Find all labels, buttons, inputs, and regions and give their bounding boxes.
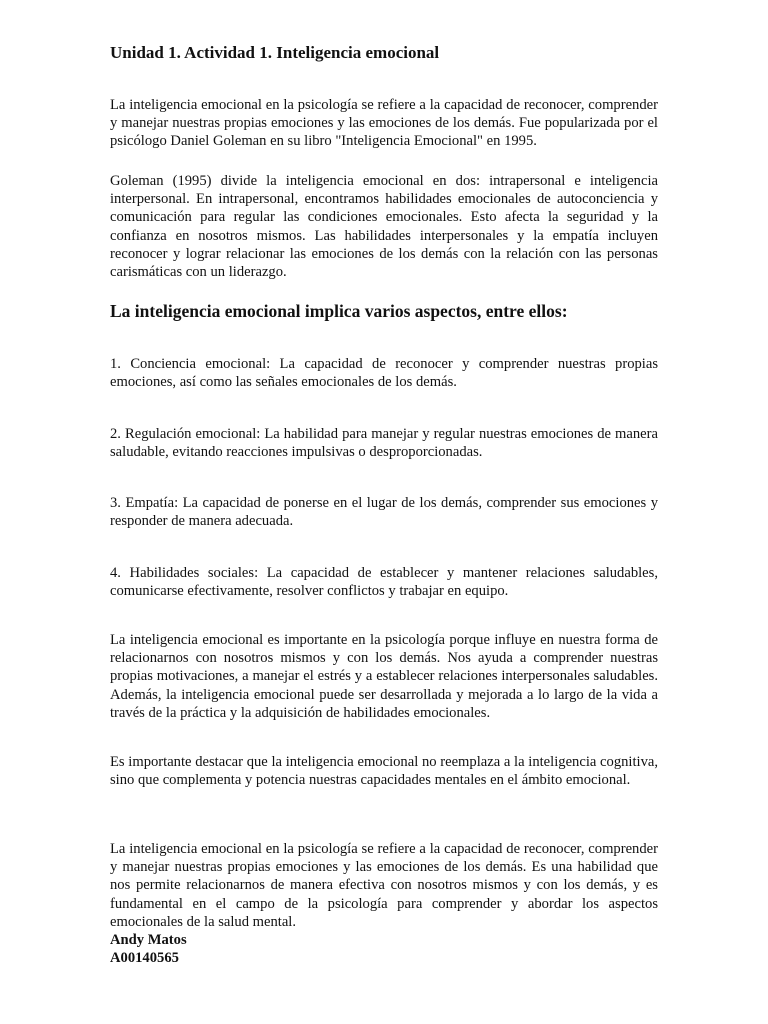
aspect-item: 1. Conciencia emocional: La capacidad de reconocer y comprender nuestras propias emociones, así como las señales emocionales de los demás. [110, 356, 658, 391]
section-heading: La inteligencia emocional implica varios aspectos, entre ellos: [110, 301, 568, 321]
aspect-item: 4. Habilidades sociales: La capacidad de establecer y mantener relaciones saludables, comunicarse efectivamente, resolver conflictos y trabajar en equipo. [110, 565, 658, 600]
intro-paragraph-2-block [110, 172, 658, 281]
aspect-item: 3. Empatía: La capacidad de ponerse en el lugar de los demás, comprender sus emociones y responder de manera adecuada. [110, 495, 658, 530]
intro-paragraph: La inteligencia emocional en la psicología se refiere a la capacidad de reconocer, comprender y manejar nuestras propias emociones y las emociones de los demás. Fue popularizada por el psicólogo Daniel Goleman en su libro "Inteligencia Emocional" en 1995. [110, 97, 658, 150]
aspect-2-block [110, 425, 658, 461]
author-id: A00140565 [110, 950, 179, 966]
intro-paragraph-1-block [110, 96, 658, 151]
document-title-block [110, 42, 658, 64]
closing-paragraph-1-block [110, 631, 658, 722]
closing-paragraph: La inteligencia emocional en la psicología se refiere a la capacidad de reconocer, comprender y manejar nuestras propias emociones y las emociones de los demás. Es una habilidad que nos permite relacionarnos de manera efectiva con nosotros mismos y con los demás, y es fundamental en el campo de la psicología para comprender y abordar los aspectos emocionales de la salud mental. [110, 841, 658, 930]
closing-paragraph-2-block [110, 753, 658, 789]
section-heading-block [110, 300, 658, 322]
aspect-4-block [110, 564, 658, 600]
document-title: Unidad 1. Actividad 1. Inteligencia emocional [110, 43, 440, 62]
aspect-item: 2. Regulación emocional: La habilidad para manejar y regular nuestras emociones de manera saludable, evitando reacciones impulsivas o desproporcionadas. [110, 426, 658, 461]
closing-paragraph: Es importante destacar que la inteligencia emocional no reemplaza a la inteligencia cognitiva, sino que complementa y potencia nuestras capacidades mentales en el ámbito emocional. [110, 754, 658, 789]
intro-paragraph: Goleman (1995) divide la inteligencia emocional en dos: intrapersonal e inteligencia interpersonal. En intrapersonal, encontramos habilidades emocionales de autoconciencia y comunicación para regular las condiciones emocionales. Esto afecta la seguridad y la confianza en nosotros mismos. Las habilidades interpersonales y la empatía incluyen reconocer y lograr relacionar las emociones de los demás con la relación con las personas carismáticas con un liderazgo. [110, 173, 658, 281]
author-name: Andy Matos [110, 932, 187, 948]
aspect-1-block [110, 355, 658, 391]
closing-paragraph: La inteligencia emocional es importante en la psicología porque influye en nuestra forma de relacionarnos con nosotros mismos y con los demás. Nos ayuda a comprender nuestras propias motivaciones, a manejar el estrés y a establecer relaciones interpersonales saludables. Además, la inteligencia emocional puede ser desarrollada y mejorada a lo largo de la vida a través de la práctica y la adquisición de habilidades emocionales. [110, 632, 658, 721]
closing-paragraph-3-block [110, 840, 658, 931]
signature-block [110, 931, 658, 967]
aspect-3-block [110, 494, 658, 530]
